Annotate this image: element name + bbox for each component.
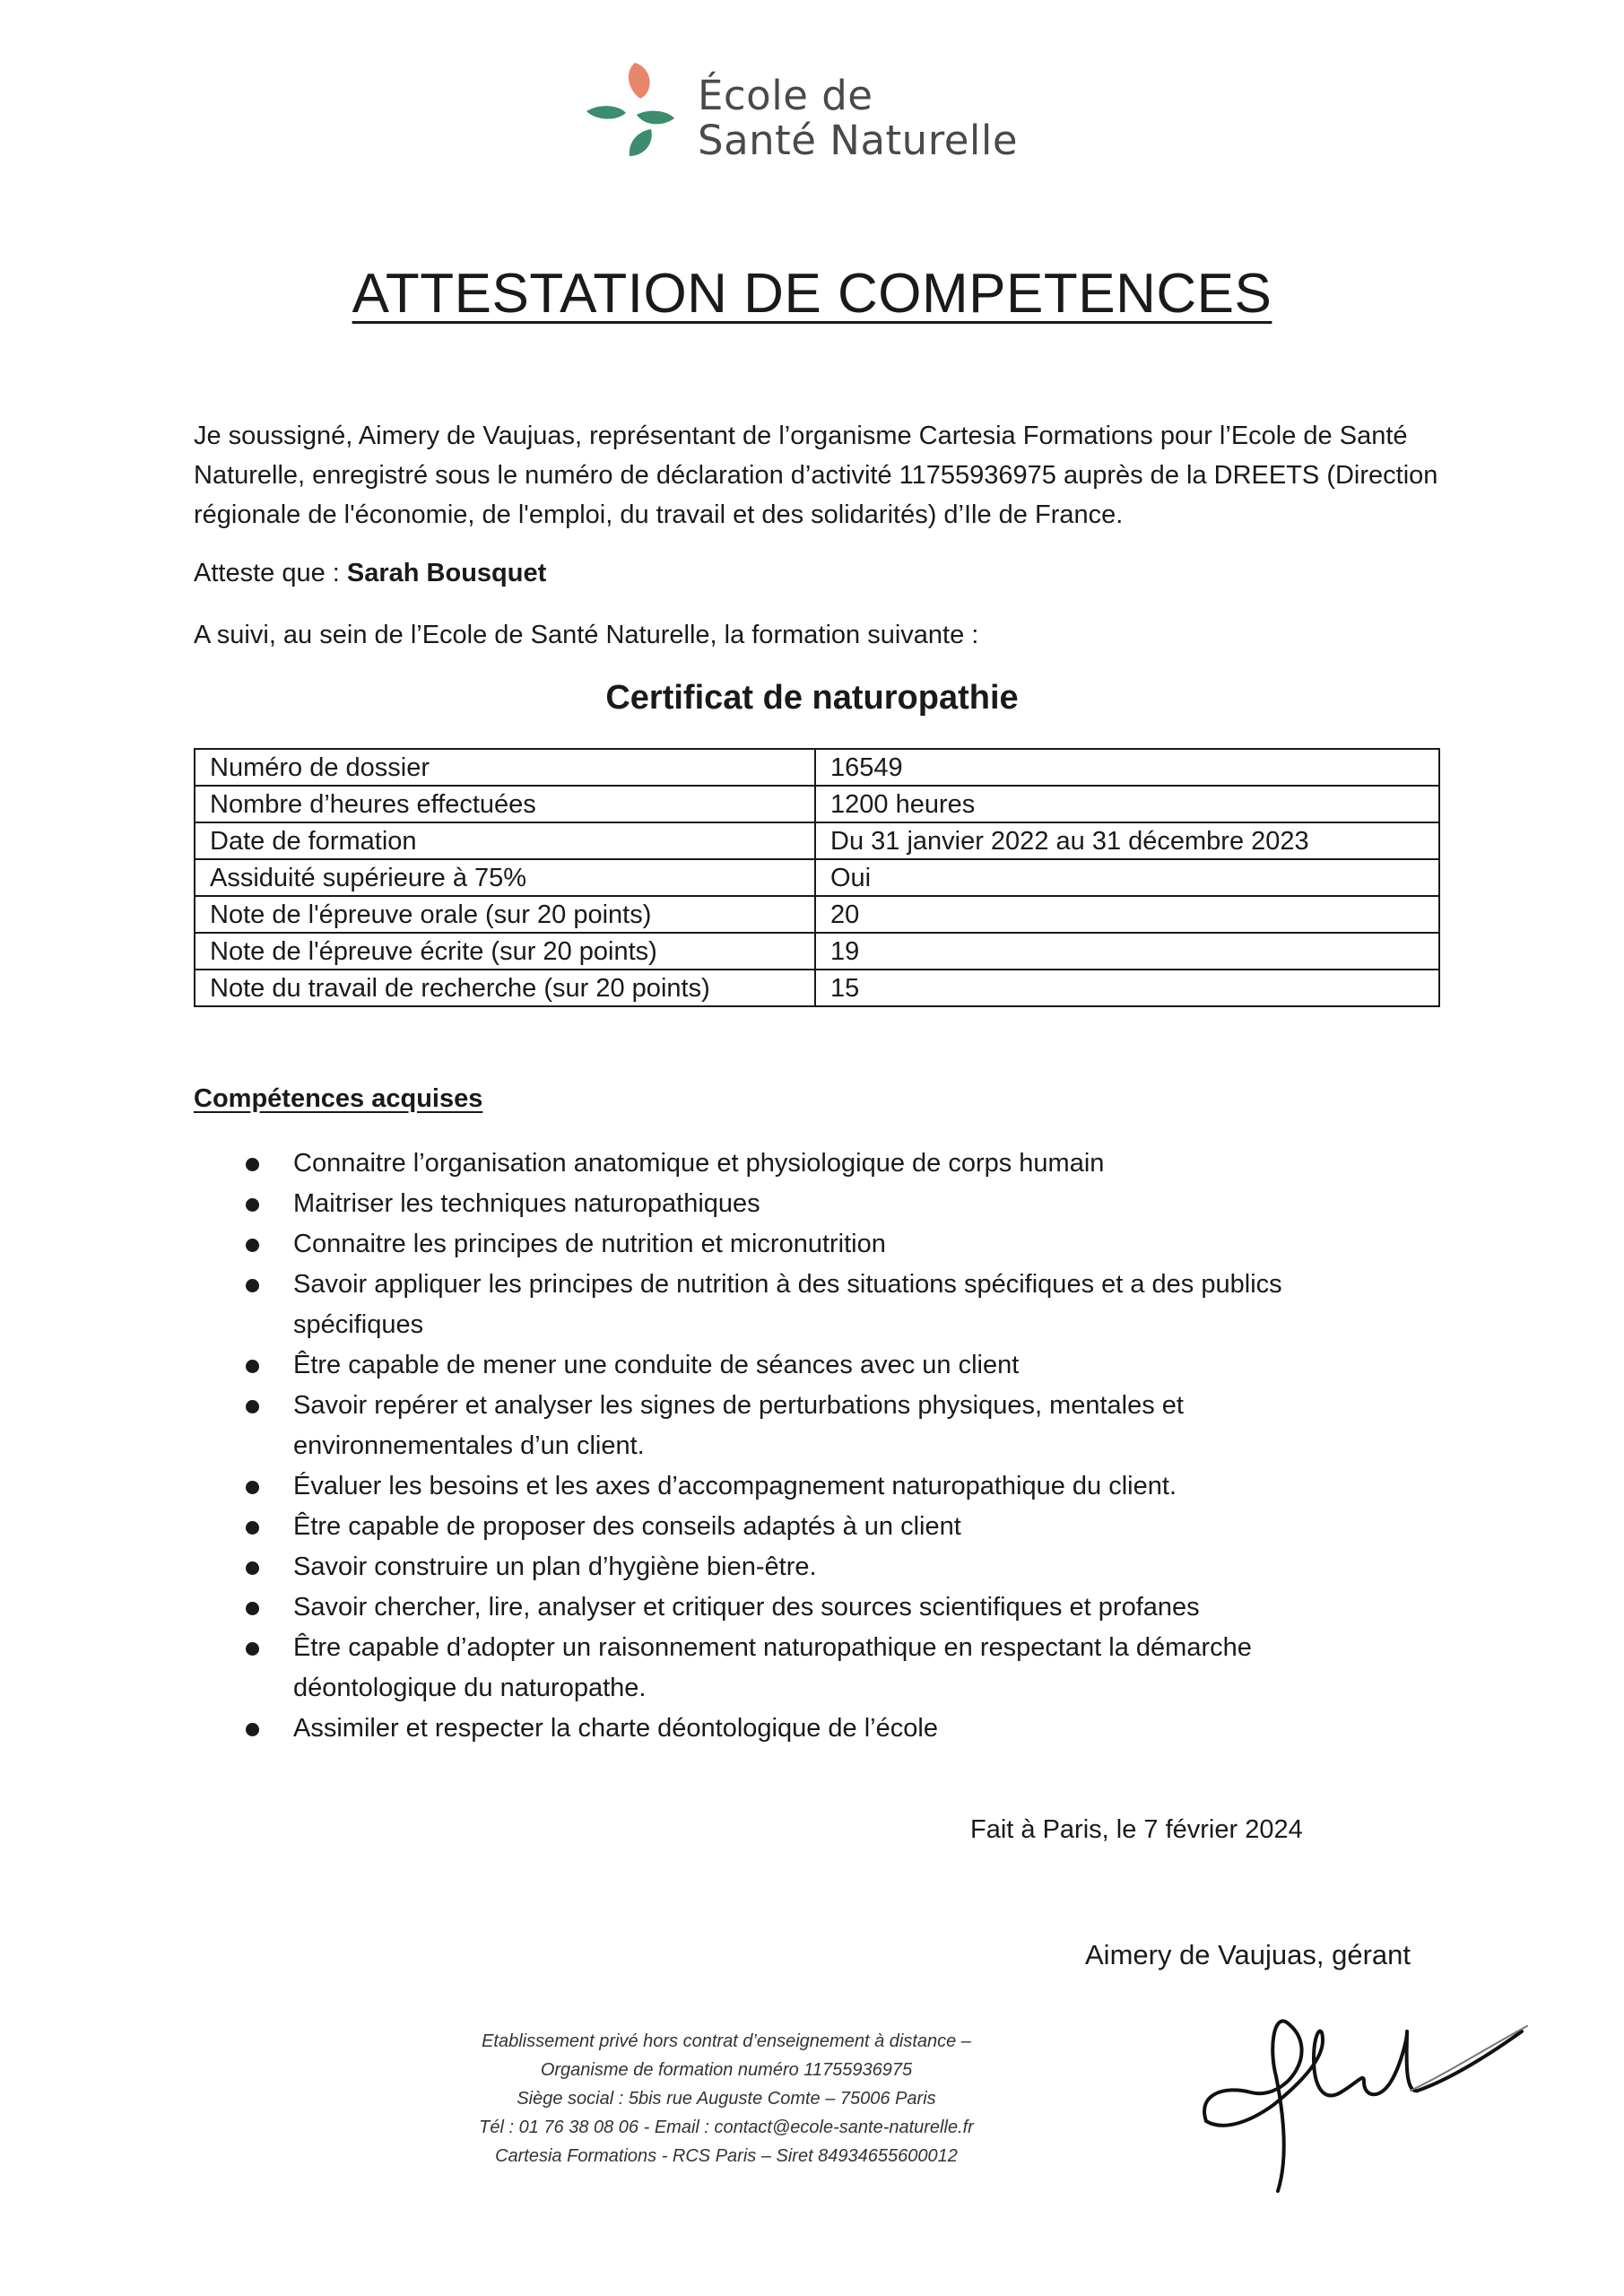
detail-label: Numéro de dossier bbox=[195, 749, 815, 786]
detail-value: 15 bbox=[815, 970, 1439, 1006]
competence-text: Savoir repérer et analyser les signes de perturbations physiques, mentales et environnementales d’un client. bbox=[293, 1391, 1184, 1460]
competence-text: Être capable d’adopter un raisonnement naturopathique en respectant la démarche déontologique du naturopathe. bbox=[293, 1633, 1252, 1702]
detail-value: 1200 heures bbox=[815, 786, 1439, 822]
detail-label: Date de formation bbox=[195, 822, 815, 859]
bullet-icon bbox=[246, 1400, 259, 1413]
trainee-name: Sarah Bousquet bbox=[346, 559, 547, 587]
footer-line: Cartesia Formations - RCS Paris – Siret 84934655600012 bbox=[495, 2146, 958, 2166]
leaf-logo-icon bbox=[583, 56, 690, 181]
certificate-title: Certificat de naturopathie bbox=[605, 679, 1019, 717]
place-and-date: Fait à Paris, le 7 février 2024 bbox=[970, 1815, 1303, 1844]
competence-text: Évaluer les besoins et les axes d’accompagnement naturopathique du client. bbox=[293, 1472, 1177, 1500]
bullet-icon bbox=[246, 1723, 259, 1736]
table-row bbox=[195, 786, 1439, 822]
bullet-icon bbox=[246, 1198, 259, 1212]
detail-label: Note de l'épreuve orale (sur 20 points) bbox=[195, 896, 815, 933]
list-item bbox=[194, 1507, 1359, 1547]
list-item bbox=[194, 1345, 1359, 1386]
logo-text bbox=[698, 74, 1018, 163]
detail-label: Assiduité supérieure à 75% bbox=[195, 859, 815, 896]
footer-line: Etablissement privé hors contrat d’enseignement à distance – bbox=[482, 2031, 971, 2051]
list-item bbox=[194, 1709, 1359, 1749]
footer bbox=[475, 2027, 977, 2170]
footer-line: Siège social : 5bis rue Auguste Comte – 75006 Paris bbox=[517, 2089, 936, 2109]
table-row bbox=[195, 896, 1439, 933]
table-row bbox=[195, 859, 1439, 896]
bullet-icon bbox=[246, 1279, 259, 1292]
bullet-icon bbox=[246, 1561, 259, 1575]
followed-line: A suivi, au sein de l’Ecole de Santé Naturelle, la formation suivante : bbox=[194, 621, 979, 649]
detail-label: Note de l'épreuve écrite (sur 20 points) bbox=[195, 933, 815, 970]
competence-text: Être capable de mener une conduite de séances avec un client bbox=[293, 1351, 1020, 1379]
table-row bbox=[195, 822, 1439, 859]
list-item bbox=[194, 1547, 1359, 1587]
competence-text: Savoir construire un plan d’hygiène bien-être. bbox=[293, 1552, 817, 1581]
list-item bbox=[194, 1466, 1359, 1507]
school-logo bbox=[583, 56, 1049, 181]
signer-name: Aimery de Vaujuas, gérant bbox=[1085, 1939, 1411, 1970]
list-item bbox=[194, 1386, 1359, 1466]
competences-list bbox=[194, 1144, 1359, 1749]
detail-label: Note du travail de recherche (sur 20 points) bbox=[195, 970, 815, 1006]
bullet-icon bbox=[246, 1158, 259, 1171]
handwritten-signature bbox=[1188, 1987, 1529, 2202]
detail-value: 19 bbox=[815, 933, 1439, 970]
list-item bbox=[194, 1224, 1359, 1265]
bullet-icon bbox=[246, 1360, 259, 1373]
logo-line-1: École de bbox=[698, 72, 873, 119]
bullet-icon bbox=[246, 1642, 259, 1656]
detail-value: 20 bbox=[815, 896, 1439, 933]
logo-line-2: Santé Naturelle bbox=[698, 117, 1019, 164]
list-item bbox=[194, 1144, 1359, 1184]
attest-line bbox=[194, 553, 1440, 593]
list-item bbox=[194, 1184, 1359, 1224]
bullet-icon bbox=[246, 1481, 259, 1494]
list-item bbox=[194, 1587, 1359, 1628]
table-row bbox=[195, 933, 1439, 970]
competence-text: Maitriser les techniques naturopathiques bbox=[293, 1189, 760, 1218]
bullet-icon bbox=[246, 1239, 259, 1252]
competence-text: Connaitre l’organisation anatomique et physiologique de corps humain bbox=[293, 1149, 1105, 1178]
bullet-icon bbox=[246, 1521, 259, 1535]
training-details-table bbox=[194, 748, 1440, 1007]
bullet-icon bbox=[246, 1602, 259, 1615]
attest-label: Atteste que : bbox=[194, 559, 347, 587]
list-item bbox=[194, 1628, 1359, 1709]
competence-text: Savoir chercher, lire, analyser et critiquer des sources scientifiques et profanes bbox=[293, 1593, 1200, 1622]
intro-paragraph: Je soussigné, Aimery de Vaujuas, représentant de l’organisme Cartesia Formations pour l’Ecole de Santé Naturelle, enregistré sous le numéro de déclaration d’activité 11755936975 auprès de la DREETS (Direction régionale de l'économie, de l'emploi, du travail et des solidarités) d’Ile de France. bbox=[194, 422, 1438, 529]
competence-text: Savoir appliquer les principes de nutrition à des situations spécifiques et a des publics spécifiques bbox=[293, 1270, 1282, 1339]
detail-label: Nombre d’heures effectuées bbox=[195, 786, 815, 822]
footer-line: Tél : 01 76 38 08 06 - Email : contact@ecole-sante-naturelle.fr bbox=[479, 2118, 974, 2137]
competence-text: Connaitre les principes de nutrition et micronutrition bbox=[293, 1230, 886, 1258]
footer-line: Organisme de formation numéro 11755936975 bbox=[540, 2060, 913, 2080]
detail-value: Du 31 janvier 2022 au 31 décembre 2023 bbox=[815, 822, 1439, 859]
document-title: ATTESTATION DE COMPETENCES bbox=[352, 263, 1272, 325]
competences-heading: Compétences acquises bbox=[194, 1084, 483, 1113]
list-item bbox=[194, 1265, 1359, 1345]
table-row bbox=[195, 749, 1439, 786]
detail-value: Oui bbox=[815, 859, 1439, 896]
competence-text: Assimiler et respecter la charte déontologique de l’école bbox=[293, 1714, 938, 1743]
competence-text: Être capable de proposer des conseils adaptés à un client bbox=[293, 1512, 961, 1541]
detail-value: 16549 bbox=[815, 749, 1439, 786]
table-row bbox=[195, 970, 1439, 1006]
